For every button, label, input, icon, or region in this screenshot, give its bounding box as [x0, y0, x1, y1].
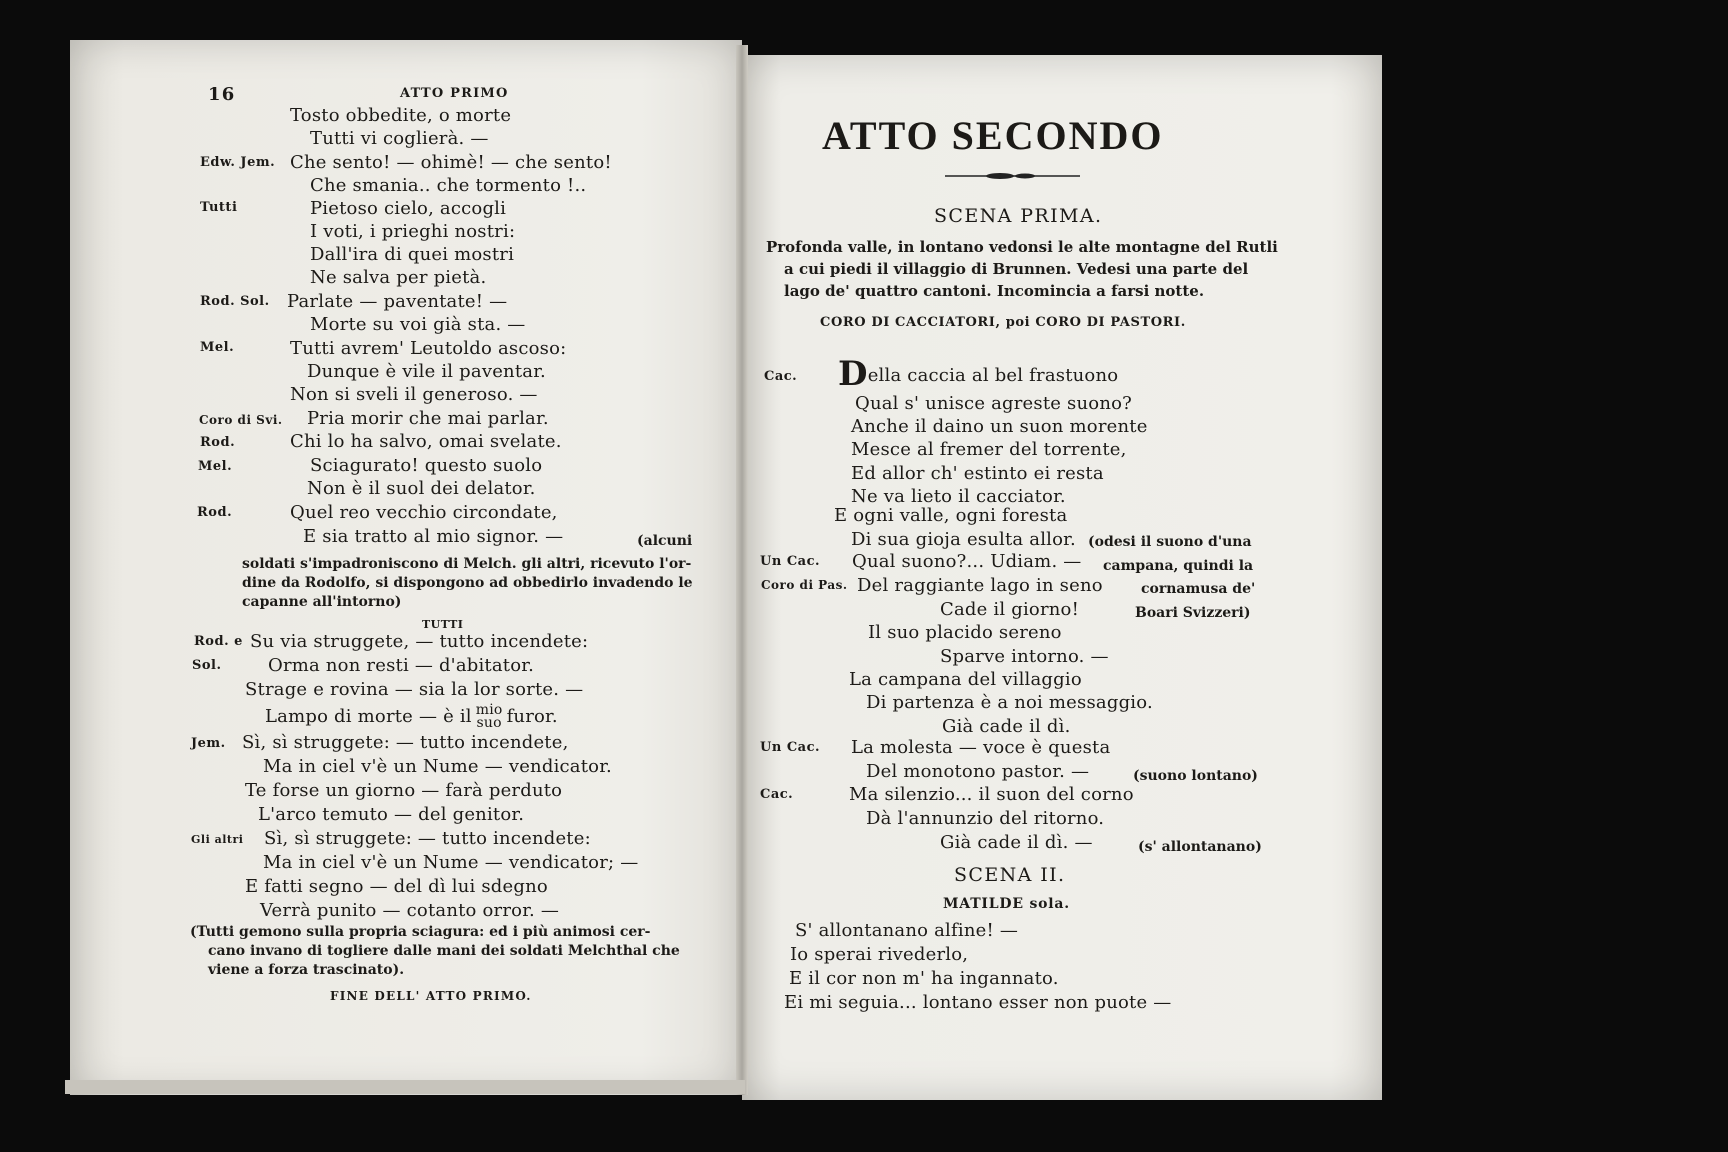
stage-direction: Boari Svizzeri): [1135, 605, 1251, 621]
ornament-left: [986, 173, 1014, 179]
setting-line: a cui piedi il villaggio di Brunnen. Vedesi una parte del: [784, 260, 1249, 278]
verse-line: Di partenza è a noi messaggio.: [866, 692, 1153, 713]
page-edge: [65, 1080, 745, 1094]
stage-direction: (Tutti gemono sulla propria sciagura: ed i più animosi cer-: [190, 924, 651, 940]
speaker-label: TUTTI: [422, 618, 464, 631]
verse-line: Del raggiante lago in seno: [857, 575, 1103, 596]
lampo-end: furor.: [506, 706, 558, 727]
scene-heading: SCENA II.: [954, 864, 1066, 886]
stage-direction: viene a forza trascinato).: [208, 962, 405, 978]
verse-line: Qual suono?... Udiam. —: [852, 551, 1082, 572]
verse-line: Morte su voi già sta. —: [310, 314, 526, 335]
verse-line: Ne salva per pietà.: [310, 267, 487, 288]
choice-top: mio: [475, 702, 503, 718]
verse-line: S' allontanano alfine! —: [795, 920, 1019, 941]
speaker: Mel.: [198, 459, 233, 474]
verse-line: Ne va lieto il cacciator.: [851, 486, 1066, 507]
verse-line: E ogni valle, ogni foresta: [834, 505, 1068, 526]
verse-line: L'arco temuto — del genitor.: [258, 804, 525, 825]
verse-line: Non è il suol dei delator.: [307, 478, 536, 499]
speaker: Un Cac.: [760, 740, 821, 755]
verse-line: Sparve intorno. —: [940, 646, 1109, 667]
verse-line: Strage e rovina — sia la lor sorte. —: [245, 679, 584, 700]
stage-direction: cano invano di togliere dalle mani dei soldati Melchthal che: [208, 943, 680, 959]
verse-line: Il suo placido sereno: [868, 622, 1062, 643]
stage-direction: (alcuni: [637, 533, 693, 549]
stage-direction: soldati s'impadroniscono di Melch. gli altri, ricevuto l'or-: [242, 556, 692, 572]
speaker: Cac.: [764, 369, 798, 384]
speaker: Un Cac.: [760, 554, 821, 569]
verse-line: Verrà punito — cotanto orror. —: [260, 900, 560, 921]
verse-line: Pietoso cielo, accogli: [310, 198, 507, 219]
verse-line: E sia tratto al mio signor. —: [303, 526, 564, 547]
verse-line: Cade il giorno!: [940, 599, 1080, 620]
verse-line: Ma in ciel v'è un Nume — vendicator.: [263, 756, 612, 777]
speaker: Rod.: [197, 505, 233, 520]
verse-line: Dall'ira di quei mostri: [310, 244, 515, 265]
verse-line: Sì, sì struggete: — tutto incendete:: [264, 828, 591, 849]
act-end: FINE DELL' ATTO PRIMO.: [330, 989, 532, 1003]
speaker: Coro di Svi.: [199, 413, 283, 427]
verse-line: Parlate — paventate! —: [287, 291, 508, 312]
setting-line: lago de' quattro cantoni. Incomincia a farsi notte.: [784, 282, 1205, 300]
verse-line: Dunque è vile il paventar.: [307, 361, 546, 382]
verse-line: Qual s' unisce agreste suono?: [855, 393, 1133, 414]
book-gutter: [736, 45, 748, 1095]
verse-text: ella caccia al bel frastuono: [867, 365, 1119, 386]
verse-line: Pria morir che mai parlar.: [307, 408, 549, 429]
verse-line: Sì, sì struggete: — tutto incendete,: [242, 732, 569, 753]
verse-line: Già cade il dì.: [942, 716, 1071, 737]
verse-line: Orma non resti — d'abitator.: [268, 655, 535, 676]
stage-direction: capanne all'intorno): [242, 594, 402, 610]
verse-line: Del monotono pastor. —: [866, 761, 1090, 782]
lampo-text: Lampo di morte — è il: [265, 706, 472, 727]
act-title: ATTO SECONDO: [822, 113, 1164, 158]
speaker: Cac.: [760, 787, 794, 802]
verse-line: Ei mi seguia... lontano esser non puote —: [784, 992, 1172, 1013]
stage-direction: cornamusa de': [1141, 581, 1256, 597]
verse-line: I voti, i prieghi nostri:: [310, 221, 516, 242]
stage-direction: (suono lontano): [1133, 768, 1258, 784]
speaker: Rod. Sol.: [200, 294, 270, 309]
lampo-line: [265, 704, 558, 730]
page-number: 16: [208, 84, 236, 105]
speaker: Coro di Pas.: [761, 578, 848, 592]
verse-line: Chi lo ha salvo, omai svelate.: [290, 431, 562, 452]
speaker: Tutti: [200, 200, 238, 215]
stage-direction: campana, quindi la: [1103, 558, 1254, 574]
verse-line: Ma silenzio... il suon del corno: [849, 784, 1134, 805]
speaker: Rod. e: [194, 634, 243, 649]
verse-line: Tutti vi coglierà. —: [310, 128, 489, 149]
speaker: Mel.: [200, 340, 235, 355]
verse-line: Tosto obbedite, o morte: [290, 105, 512, 126]
verse-line: Anche il daino un suon morente: [851, 416, 1148, 437]
setting-line: Profonda valle, in lontano vedonsi le alte montagne del Rutli: [766, 238, 1278, 256]
ornament-right: [1015, 174, 1035, 179]
verse-line: La molesta — voce è questa: [851, 737, 1111, 758]
running-head: ATTO PRIMO: [400, 86, 509, 101]
verse-line: Che smania.. che tormento !..: [310, 175, 587, 196]
verse-line: [838, 354, 1119, 394]
scene-heading: SCENA PRIMA.: [934, 205, 1103, 227]
ornament-rule: [945, 170, 1080, 182]
verse-line: Dà l'annunzio del ritorno.: [866, 808, 1105, 829]
verse-line: Tutti avrem' Leutoldo ascoso:: [290, 338, 567, 359]
stage-direction: dine da Rodolfo, si dispongono ad obbedirlo invadendo le: [242, 575, 693, 591]
speaker: Edw. Jem.: [200, 155, 276, 170]
verse-line: Io sperai rivederlo,: [790, 944, 969, 965]
speaker: Rod.: [200, 435, 236, 450]
verse-line: Quel reo vecchio circondate,: [290, 502, 558, 523]
verse-line: La campana del villaggio: [849, 669, 1082, 690]
verse-line: E il cor non m' ha ingannato.: [789, 968, 1059, 989]
mio-suo-choice: [476, 704, 503, 730]
verse-line: Di sua gioja esulta allor.: [851, 529, 1076, 550]
verse-line: E fatti segno — del dì lui sdegno: [245, 876, 548, 897]
verse-line: Sciagurato! questo suolo: [310, 455, 543, 476]
verse-line: Te forse un giorno — farà perduto: [245, 780, 563, 801]
stage-direction: (s' allontanano): [1138, 839, 1262, 855]
speaker: Gli altri: [191, 833, 244, 846]
verse-line: Che sento! — ohimè! — che sento!: [290, 152, 612, 173]
character-heading: MATILDE sola.: [943, 896, 1070, 912]
stage-direction: (odesi il suono d'una: [1088, 534, 1252, 550]
speaker: Sol.: [192, 658, 222, 673]
chorus-heading: CORO DI CACCIATORI, poi CORO DI PASTORI.: [820, 315, 1186, 330]
verse-line: Mesce al fremer del torrente,: [851, 439, 1127, 460]
verse-line: Su via struggete, — tutto incendete:: [250, 631, 589, 652]
drop-cap: D: [838, 354, 868, 394]
verse-line: Ed allor ch' estinto ei resta: [851, 463, 1104, 484]
verse-line: Non si sveli il generoso. —: [290, 384, 538, 405]
verse-line: Già cade il dì. —: [940, 832, 1093, 853]
speaker: Jem.: [191, 736, 226, 751]
choice-bottom: suo: [476, 715, 502, 731]
verse-line: Ma in ciel v'è un Nume — vendicator; —: [263, 852, 639, 873]
